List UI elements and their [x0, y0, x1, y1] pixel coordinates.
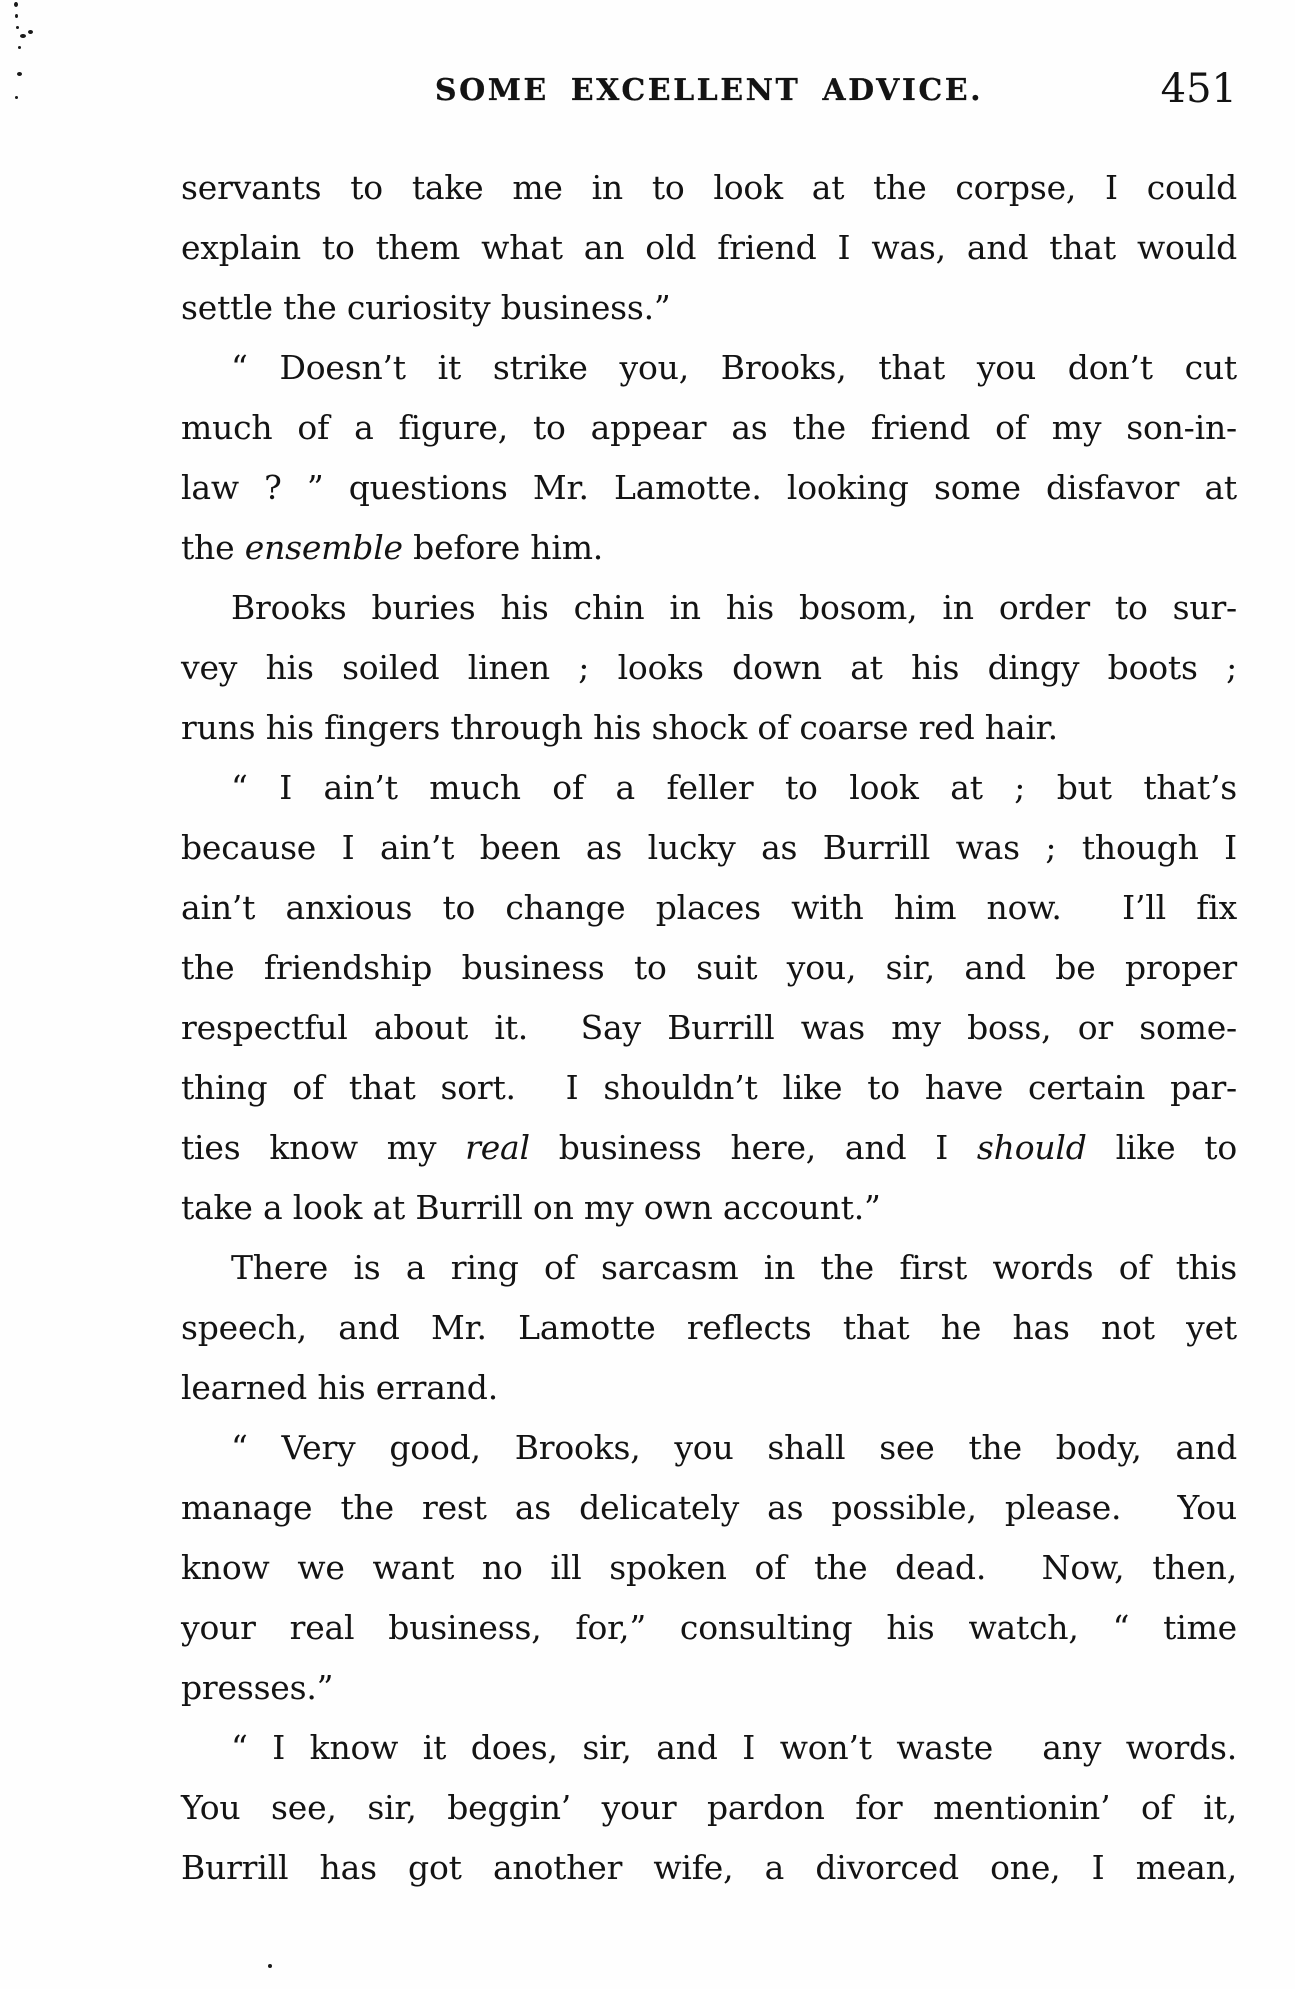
- scan-speck: [16, 26, 19, 29]
- text-line: [181, 1778, 1237, 1838]
- text-line: [181, 518, 1237, 578]
- paragraph: [181, 158, 1237, 338]
- text-segment: your real business, for,” consulting his watch, “ time: [181, 1608, 1237, 1647]
- paragraph: [181, 338, 1237, 578]
- paragraph: [181, 1418, 1237, 1718]
- text-line: [181, 878, 1237, 938]
- text-line: [181, 1538, 1237, 1598]
- text-segment: manage the rest as delicately as possible, please. You: [181, 1488, 1237, 1527]
- text-line: [181, 758, 1237, 818]
- text-segment: servants to take me in to look at the corpse, I could: [181, 168, 1237, 207]
- running-header: [181, 56, 1237, 112]
- text-segment: You see, sir, beggin’ your pardon for mentionin’ of it,: [181, 1788, 1237, 1827]
- text-segment: “ Very good, Brooks, you shall see the body, and: [231, 1428, 1237, 1467]
- italic-text-segment: should: [976, 1128, 1087, 1167]
- italic-text-segment: real: [465, 1128, 530, 1167]
- text-segment: “ I ain’t much of a feller to look at ; but that’s: [231, 768, 1237, 807]
- text-segment: take a look at Burrill on my own account.”: [181, 1188, 881, 1227]
- page-number: 451: [1160, 66, 1237, 112]
- text-line: [181, 278, 1237, 338]
- text-line: [181, 938, 1237, 998]
- scan-speck: [268, 1964, 272, 1968]
- text-line: [181, 1058, 1237, 1118]
- text-line: [181, 818, 1237, 878]
- text-segment: the friendship business to suit you, sir, and be proper: [181, 948, 1237, 987]
- scan-speck: [15, 96, 18, 99]
- text-line: [181, 1238, 1237, 1298]
- text-segment: before him.: [402, 528, 604, 567]
- text-segment: because I ain’t been as lucky as Burrill was ; though I: [181, 828, 1237, 867]
- text-segment: vey his soiled linen ; looks down at his dingy boots ;: [181, 648, 1237, 687]
- text-segment: Brooks buries his chin in his bosom, in order to sur-: [231, 588, 1237, 627]
- text-segment: much of a figure, to appear as the friend of my son-in-: [181, 408, 1237, 447]
- text-segment: business here, and I: [529, 1128, 977, 1167]
- text-segment: thing of that sort. I shouldn’t like to have certain par-: [181, 1068, 1237, 1107]
- paragraph: [181, 1718, 1237, 1898]
- text-line: [181, 578, 1237, 638]
- text-line: [181, 998, 1237, 1058]
- scan-speck: [20, 34, 26, 38]
- text-line: [181, 1418, 1237, 1478]
- text-line: [181, 1478, 1237, 1538]
- text-segment: Burrill has got another wife, a divorced one, I mean,: [181, 1848, 1237, 1887]
- text-segment: like to: [1086, 1128, 1237, 1167]
- text-segment: know we want no ill spoken of the dead. Now, then,: [181, 1548, 1237, 1587]
- text-segment: “ Doesn’t it strike you, Brooks, that you don’t cut: [231, 348, 1237, 387]
- text-segment: ain’t anxious to change places with him now. I’ll fix: [181, 888, 1237, 927]
- text-line: [181, 1658, 1237, 1718]
- scan-speck: [14, 2, 18, 7]
- text-segment: There is a ring of sarcasm in the first words of this: [231, 1248, 1237, 1287]
- text-segment: settle the curiosity business.”: [181, 288, 671, 327]
- text-segment: law ? ” questions Mr. Lamotte. looking some disfavor at: [181, 468, 1237, 507]
- text-line: [181, 1118, 1237, 1178]
- text-line: [181, 158, 1237, 218]
- text-line: [181, 458, 1237, 518]
- text-segment: the: [181, 528, 245, 567]
- text-line: [181, 1598, 1237, 1658]
- scan-speck: [18, 46, 21, 49]
- text-segment: respectful about it. Say Burrill was my boss, or some-: [181, 1008, 1237, 1047]
- text-line: [181, 218, 1237, 278]
- paragraph: [181, 1238, 1237, 1418]
- italic-text-segment: ensemble: [244, 528, 403, 567]
- running-title: SOME EXCELLENT ADVICE.: [434, 73, 984, 108]
- text-line: [181, 398, 1237, 458]
- text-line: [181, 1718, 1237, 1778]
- text-line: [181, 1358, 1237, 1418]
- text-line: [181, 1838, 1237, 1898]
- text-line: [181, 638, 1237, 698]
- scan-speck: [17, 72, 22, 76]
- scan-speck: [15, 14, 18, 18]
- text-segment: speech, and Mr. Lamotte reflects that he has not yet: [181, 1308, 1237, 1347]
- paragraph: [181, 758, 1237, 1238]
- text-segment: “ I know it does, sir, and I won’t waste any words.: [231, 1728, 1237, 1767]
- text-segment: explain to them what an old friend I was, and that would: [181, 228, 1237, 267]
- scan-speck: [28, 30, 33, 34]
- text-line: [181, 1298, 1237, 1358]
- page-body: [181, 158, 1237, 1898]
- text-segment: presses.”: [181, 1668, 334, 1707]
- text-segment: learned his errand.: [181, 1368, 498, 1407]
- text-segment: ties know my: [181, 1128, 466, 1167]
- paragraph: [181, 578, 1237, 758]
- text-line: [181, 1178, 1237, 1238]
- text-line: [181, 338, 1237, 398]
- text-segment: runs his fingers through his shock of coarse red hair.: [181, 708, 1058, 747]
- text-line: [181, 698, 1237, 758]
